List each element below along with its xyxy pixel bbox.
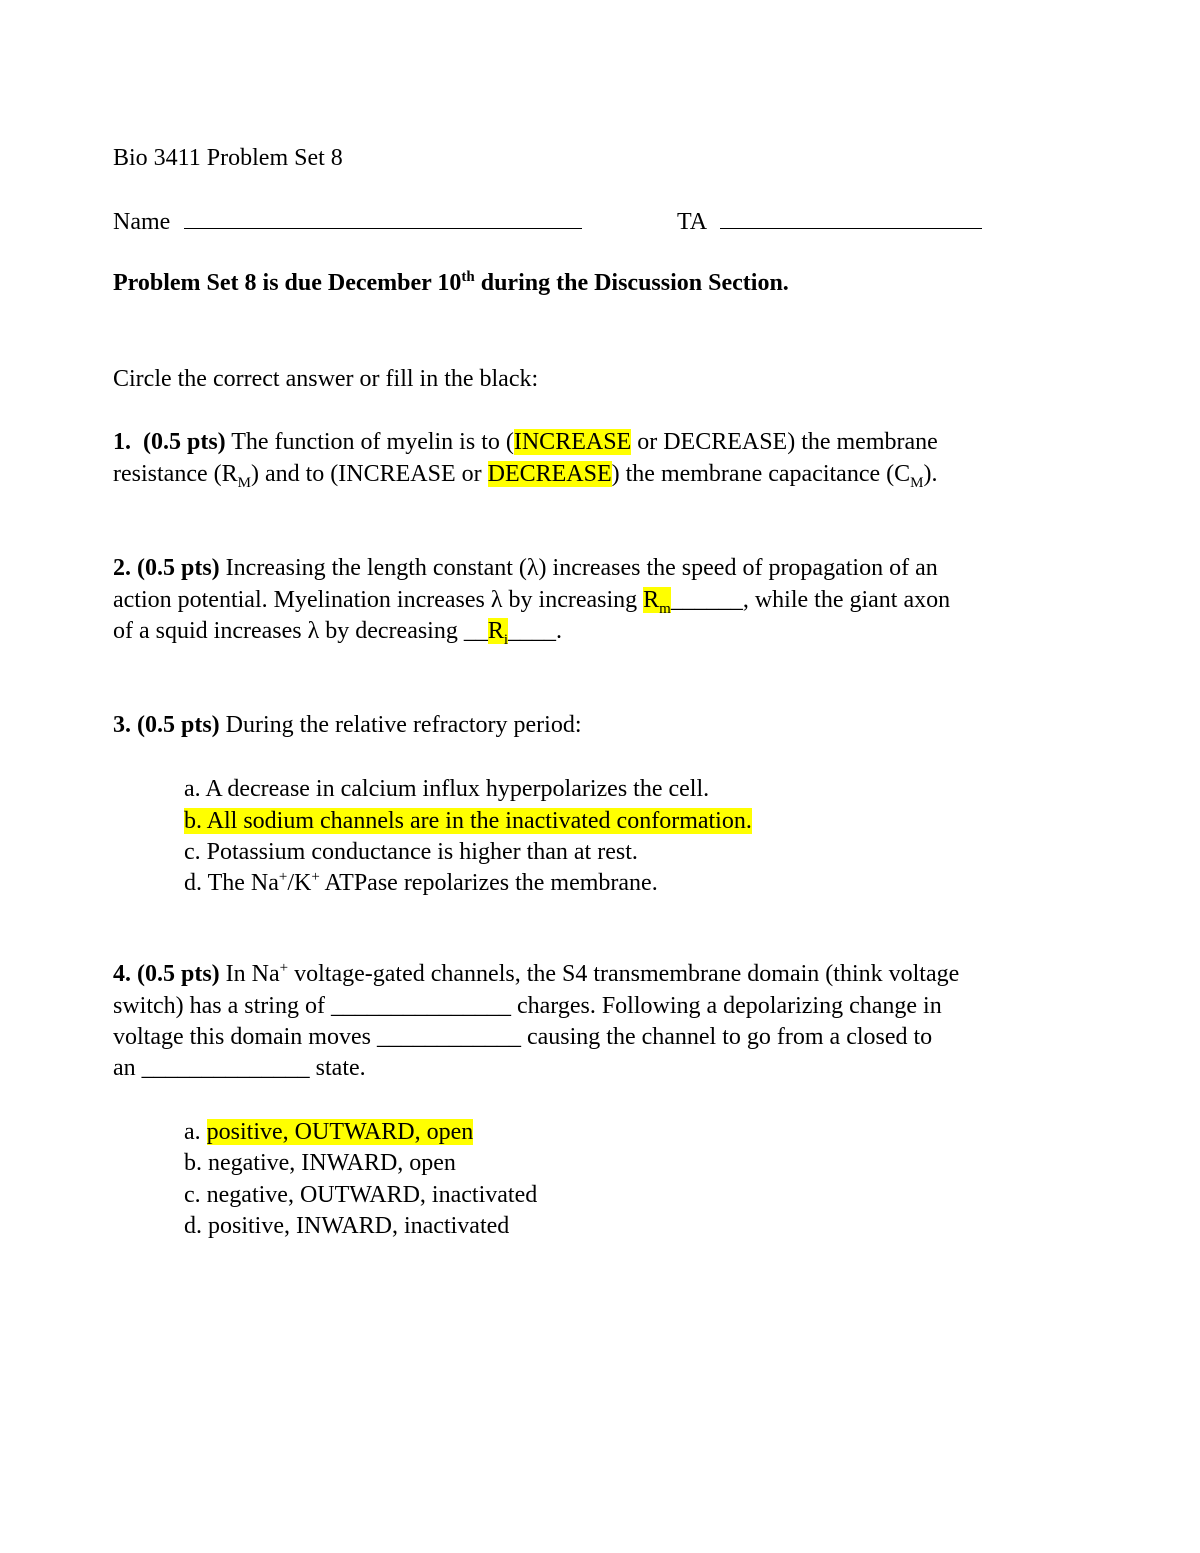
question-2-line-2: action potential. Myelination increases λ by increasing $R_m\_\_\_\_\_\_$, while the giant axon xyxy=(113,587,951,617)
question-4-line-3: voltage this domain moves ____________ causing the channel to go from a closed to xyxy=(113,1024,933,1050)
question-2-line-3: of a squid increases λ by decreasing $\_\_R_i\_\_\_\_$. xyxy=(113,618,563,648)
name-field-row xyxy=(113,206,582,237)
question-4-line-2: switch) has a string of _______________ charges. Following a depolarizing change in xyxy=(113,993,942,1019)
question-2-line-1: 2. (0.5 pts) Increasing the length constant (λ) increases the speed of propagation of an xyxy=(113,555,938,581)
question-3-stem: 3. (0.5 pts) During the relative refractory period: xyxy=(113,712,582,738)
question-4-option-a[interactable]: a. positive, OUTWARD, open xyxy=(184,1119,474,1145)
instructions: Circle the correct answer or fill in the black: xyxy=(113,366,539,392)
highlighted-answer: b. All sodium channels are in the inactivated conformation. xyxy=(184,808,752,834)
question-3-option-c[interactable]: c. Potassium conductance is higher than at rest. xyxy=(184,839,638,865)
highlighted-answer: $R_m$ xyxy=(643,587,671,617)
question-number: 4. xyxy=(113,961,131,987)
question-3-option-b[interactable] xyxy=(184,806,752,836)
question-number: 1. xyxy=(113,429,131,455)
points: (0.5 pts) xyxy=(143,429,226,455)
question-number: 2. xyxy=(113,555,131,581)
question-4-option-b[interactable]: b. negative, INWARD, open xyxy=(184,1150,456,1176)
highlighted-answer: $R_i$ xyxy=(487,618,509,648)
name-blank[interactable] xyxy=(184,206,582,229)
points: (0.5 pts) xyxy=(137,555,220,581)
question-4-line-4: an ______________ state. xyxy=(113,1055,366,1081)
page-title: Bio 3411 Problem Set 8 xyxy=(113,145,343,171)
ta-field-row xyxy=(677,206,982,237)
highlighted-answer: positive, OUTWARD, open xyxy=(206,1119,474,1145)
question-4-option-d[interactable]: d. positive, INWARD, inactivated xyxy=(184,1213,510,1239)
question-4-line-1: 4. (0.5 pts) In Na+ voltage-gated channels, the S4 transmembrane domain (think voltage xyxy=(113,960,960,987)
ta-blank[interactable] xyxy=(720,206,982,229)
question-4-option-c[interactable]: c. negative, OUTWARD, inactivated xyxy=(184,1182,538,1208)
question-3-option-a[interactable]: a. A decrease in calcium influx hyperpolarizes the cell. xyxy=(184,776,710,802)
due-date-notice: Problem Set 8 is due December 10th during the Discussion Section. xyxy=(113,269,789,296)
name-label: Name xyxy=(113,209,171,235)
question-number: 3. xyxy=(113,712,131,738)
ta-label: TA xyxy=(677,209,706,235)
highlighted-answer: INCREASE xyxy=(513,429,632,455)
highlighted-answer: DECREASE xyxy=(487,461,612,487)
question-1-line-2: resistance $(R_M)$ and to (INCREASE or DECREASE) the membrane capacitance $(C_M)$. xyxy=(113,461,938,491)
question-1-line-1: 1. (0.5 pts) The function of myelin is to (INCREASE or DECREASE) the membrane xyxy=(113,429,938,455)
question-3-option-d[interactable]: d. The Na+/K+ ATPase repolarizes the membrane. xyxy=(184,869,658,896)
points: (0.5 pts) xyxy=(137,712,220,738)
points: (0.5 pts) xyxy=(137,961,220,987)
